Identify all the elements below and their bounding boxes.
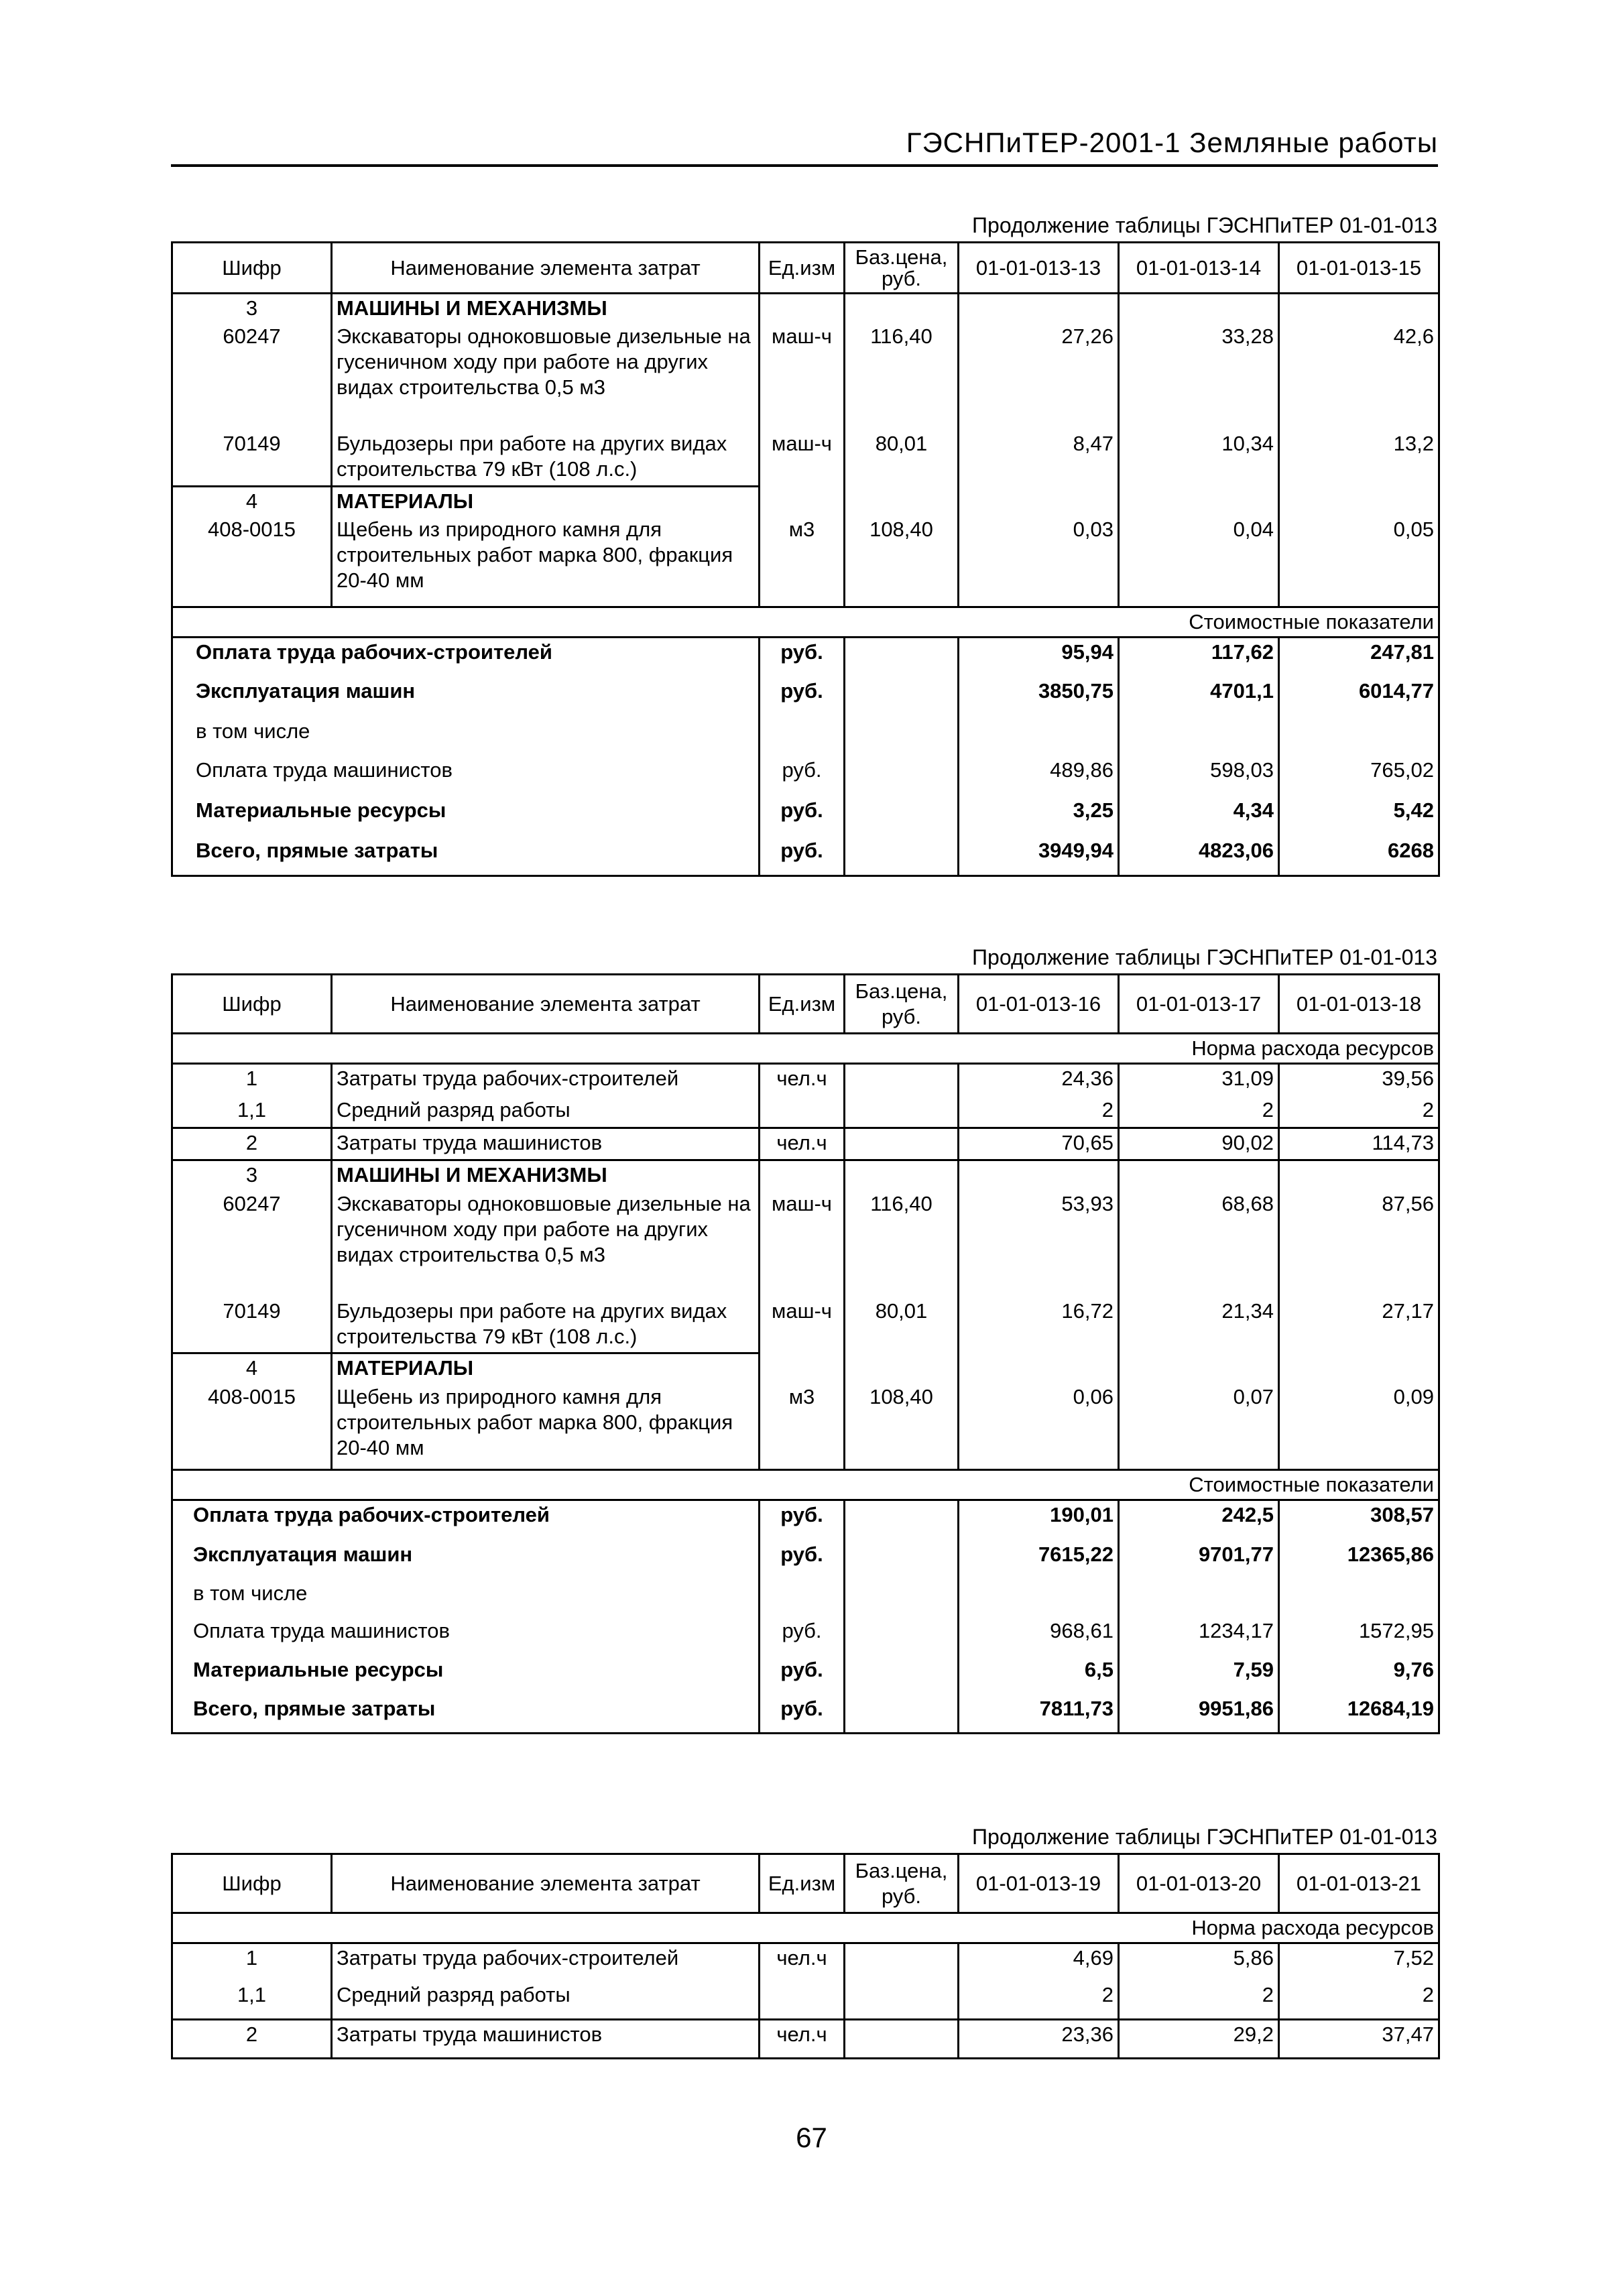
- row-value: 37,47: [1279, 2020, 1439, 2059]
- row-value: 0,07: [1119, 1383, 1279, 1470]
- col-name-header: Наименование элемента затрат: [332, 243, 760, 294]
- cost-value: 4823,06: [1119, 837, 1279, 875]
- table-header-row: [172, 243, 1439, 294]
- cost-unit: руб.: [760, 637, 845, 677]
- norm-section-label: Норма расхода ресурсов: [172, 1034, 1439, 1064]
- cost-price: [845, 1695, 959, 1734]
- table-row: [172, 1297, 1439, 1353]
- row-code: 4: [172, 486, 332, 516]
- cost-name: Материальные ресурсы: [172, 796, 760, 837]
- cost-name: Эксплуатация машин: [172, 677, 760, 717]
- row-unit: [760, 486, 845, 516]
- row-value: 24,36: [959, 1064, 1119, 1096]
- cost-value: 6268: [1279, 837, 1439, 875]
- cost-row: [172, 717, 1439, 756]
- cost-row: [172, 637, 1439, 677]
- row-unit: [760, 1353, 845, 1383]
- cost-value: 1234,17: [1119, 1617, 1279, 1656]
- row-name: МАШИНЫ И МЕХАНИЗМЫ: [332, 1160, 760, 1190]
- cost-unit: руб.: [760, 796, 845, 837]
- row-unit: [760, 1981, 845, 2020]
- cost-value: 765,02: [1279, 756, 1439, 796]
- row-name: Затраты труда машинистов: [332, 2020, 760, 2059]
- cost-price: [845, 637, 959, 677]
- row-value: 2: [959, 1981, 1119, 2020]
- row-value: 27,26: [959, 322, 1119, 430]
- row-value: 5,86: [1119, 1943, 1279, 1981]
- table-row: [172, 1064, 1439, 1096]
- col-norm-code-3: 01-01-013-15: [1279, 243, 1439, 294]
- row-name: Бульдозеры при работе на других видах строительства 79 кВт (108 л.с.): [332, 1297, 760, 1353]
- table-row: [172, 1981, 1439, 2020]
- row-value: [959, 1353, 1119, 1383]
- cost-name: Эксплуатация машин: [172, 1540, 760, 1579]
- col-name-header: Наименование элемента затрат: [332, 1854, 760, 1913]
- row-code: 2: [172, 1128, 332, 1160]
- cost-row: [172, 837, 1439, 875]
- cost-row: [172, 1579, 1439, 1617]
- row-value: 70,65: [959, 1128, 1119, 1160]
- row-code: 70149: [172, 430, 332, 486]
- row-code: 60247: [172, 1190, 332, 1297]
- row-price: [845, 1943, 959, 1981]
- row-name: Затраты труда рабочих-строителей: [332, 1064, 760, 1096]
- col-unit-header: Ед.изм: [760, 243, 845, 294]
- row-value: [1119, 294, 1279, 323]
- norm-section-label-row: [172, 1913, 1439, 1943]
- cost-section-label: Стоимостные показатели: [172, 607, 1439, 637]
- row-value: 29,2: [1119, 2020, 1279, 2059]
- cost-value: 247,81: [1279, 637, 1439, 677]
- table-row: [172, 516, 1439, 607]
- cost-value: 7615,22: [959, 1540, 1119, 1579]
- row-name: Затраты труда рабочих-строителей: [332, 1943, 760, 1981]
- row-unit: [760, 294, 845, 323]
- col-norm-code-1: 01-01-013-16: [959, 975, 1119, 1034]
- continuation-label-1: Продолжение таблицы ГЭСНПиТЕР 01-01-013: [972, 213, 1437, 237]
- row-unit: [760, 1160, 845, 1190]
- cost-name: Оплата труда рабочих-строителей: [172, 1500, 760, 1540]
- cost-value: 3850,75: [959, 677, 1119, 717]
- row-code: 2: [172, 2020, 332, 2059]
- cost-price: [845, 717, 959, 756]
- row-value: [959, 1160, 1119, 1190]
- table-header-row: [172, 975, 1439, 1034]
- row-value: [1279, 486, 1439, 516]
- row-price: 116,40: [845, 1190, 959, 1297]
- cost-unit: руб.: [760, 756, 845, 796]
- row-unit: чел.ч: [760, 1943, 845, 1981]
- row-unit: маш-ч: [760, 430, 845, 486]
- col-norm-code-3: 01-01-013-18: [1279, 975, 1439, 1034]
- page-number: 67: [796, 2122, 827, 2153]
- col-code-header: Шифр: [172, 975, 332, 1034]
- cost-price: [845, 756, 959, 796]
- cost-price: [845, 796, 959, 837]
- cost-value: [959, 717, 1119, 756]
- cost-unit: руб.: [760, 1500, 845, 1540]
- cost-name: Материальные ресурсы: [172, 1656, 760, 1695]
- col-norm-code-2: 01-01-013-14: [1119, 243, 1279, 294]
- row-code: 3: [172, 1160, 332, 1190]
- cost-name: Всего, прямые затраты: [172, 837, 760, 875]
- cost-section-label-row: [172, 1470, 1439, 1500]
- table-row: [172, 430, 1439, 486]
- col-price-header: Баз.цена, руб.: [845, 975, 959, 1034]
- row-price: 80,01: [845, 1297, 959, 1353]
- cost-value: 4701,1: [1119, 677, 1279, 717]
- row-value: 0,03: [959, 516, 1119, 607]
- row-value: 33,28: [1119, 322, 1279, 430]
- cost-price: [845, 1579, 959, 1617]
- cost-value: 598,03: [1119, 756, 1279, 796]
- page-header-title: ГЭСНПиТЕР-2001-1 Земляные работы: [906, 127, 1438, 158]
- cost-value: 5,42: [1279, 796, 1439, 837]
- row-code: 70149: [172, 1297, 332, 1353]
- row-value: 16,72: [959, 1297, 1119, 1353]
- table-row: [172, 486, 1439, 516]
- cost-unit: руб.: [760, 1540, 845, 1579]
- col-price-header: Баз.цена, руб.: [845, 243, 959, 294]
- row-unit: м3: [760, 1383, 845, 1470]
- row-value: 2: [959, 1096, 1119, 1128]
- cost-unit: руб.: [760, 677, 845, 717]
- row-value: 87,56: [1279, 1190, 1439, 1297]
- col-name-header: Наименование элемента затрат: [332, 975, 760, 1034]
- col-code-header: Шифр: [172, 243, 332, 294]
- cost-row: [172, 1695, 1439, 1734]
- cost-value: 95,94: [959, 637, 1119, 677]
- row-unit: чел.ч: [760, 2020, 845, 2059]
- row-name: Средний разряд работы: [332, 1096, 760, 1128]
- table-row: [172, 1190, 1439, 1297]
- row-code: 1,1: [172, 1096, 332, 1128]
- cost-price: [845, 1656, 959, 1695]
- col-norm-code-1: 01-01-013-19: [959, 1854, 1119, 1913]
- row-value: 0,09: [1279, 1383, 1439, 1470]
- cost-name: Оплата труда машинистов: [172, 1617, 760, 1656]
- row-unit: [760, 1096, 845, 1128]
- row-code: 408-0015: [172, 1383, 332, 1470]
- row-name: Экскаваторы одноковшовые дизельные на гусеничном ходу при работе на других видах строительства 0,5 м3: [332, 322, 760, 430]
- cost-value: 1572,95: [1279, 1617, 1439, 1656]
- row-name: МАТЕРИАЛЫ: [332, 1353, 760, 1383]
- resource-table-2: [171, 973, 1440, 1734]
- row-name: Щебень из природного камня для строительных работ марка 800, фракция 20-40 мм: [332, 516, 760, 607]
- row-value: [1279, 1353, 1439, 1383]
- cost-value: 9951,86: [1119, 1695, 1279, 1734]
- row-name: Щебень из природного камня для строительных работ марка 800, фракция 20-40 мм: [332, 1383, 760, 1470]
- row-value: [1279, 1160, 1439, 1190]
- cost-unit: руб.: [760, 837, 845, 875]
- row-price: [845, 1064, 959, 1096]
- cost-value: 12365,86: [1279, 1540, 1439, 1579]
- row-code: 3: [172, 294, 332, 323]
- row-value: 7,52: [1279, 1943, 1439, 1981]
- cost-value: 9,76: [1279, 1656, 1439, 1695]
- row-price: [845, 1981, 959, 2020]
- cost-price: [845, 1500, 959, 1540]
- cost-row: [172, 756, 1439, 796]
- cost-unit: [760, 717, 845, 756]
- table-row: [172, 1128, 1439, 1160]
- cost-unit: руб.: [760, 1656, 845, 1695]
- cost-name: в том числе: [172, 1579, 760, 1617]
- cost-price: [845, 1540, 959, 1579]
- row-unit: маш-ч: [760, 322, 845, 430]
- row-unit: чел.ч: [760, 1128, 845, 1160]
- norm-section-label-row: [172, 1034, 1439, 1064]
- row-value: 8,47: [959, 430, 1119, 486]
- cost-row: [172, 677, 1439, 717]
- cost-row: [172, 1656, 1439, 1695]
- table-row: [172, 294, 1439, 323]
- cost-unit: руб.: [760, 1617, 845, 1656]
- row-value: 53,93: [959, 1190, 1119, 1297]
- cost-value: 6014,77: [1279, 677, 1439, 717]
- row-value: 39,56: [1279, 1064, 1439, 1096]
- row-value: [1119, 1353, 1279, 1383]
- cost-value: [1279, 717, 1439, 756]
- cost-unit: руб.: [760, 1695, 845, 1734]
- col-norm-code-1: 01-01-013-13: [959, 243, 1119, 294]
- row-value: 0,04: [1119, 516, 1279, 607]
- cost-value: [1279, 1579, 1439, 1617]
- table-row: [172, 1383, 1439, 1470]
- cost-price: [845, 1617, 959, 1656]
- cost-value: 3949,94: [959, 837, 1119, 875]
- table-row: [172, 1943, 1439, 1981]
- cost-value: 7811,73: [959, 1695, 1119, 1734]
- cost-name: Оплата труда рабочих-строителей: [172, 637, 760, 677]
- row-value: 42,6: [1279, 322, 1439, 430]
- cost-value: [1119, 717, 1279, 756]
- table-row: [172, 1353, 1439, 1383]
- cost-row: [172, 1617, 1439, 1656]
- row-price: 80,01: [845, 430, 959, 486]
- row-name: Средний разряд работы: [332, 1981, 760, 2020]
- cost-price: [845, 677, 959, 717]
- row-value: 68,68: [1119, 1190, 1279, 1297]
- row-unit: чел.ч: [760, 1064, 845, 1096]
- cost-value: 7,59: [1119, 1656, 1279, 1695]
- row-value: 21,34: [1119, 1297, 1279, 1353]
- cost-price: [845, 837, 959, 875]
- row-value: 2: [1279, 1096, 1439, 1128]
- page-header: [171, 124, 1438, 167]
- cost-value: 117,62: [1119, 637, 1279, 677]
- cost-row: [172, 796, 1439, 837]
- row-unit: м3: [760, 516, 845, 607]
- cost-value: 9701,77: [1119, 1540, 1279, 1579]
- row-unit: маш-ч: [760, 1297, 845, 1353]
- row-price: [845, 1128, 959, 1160]
- norm-section-label: Норма расхода ресурсов: [172, 1913, 1439, 1943]
- row-value: [959, 294, 1119, 323]
- cost-row: [172, 1500, 1439, 1540]
- row-price: [845, 1160, 959, 1190]
- col-code-header: Шифр: [172, 1854, 332, 1913]
- row-name: МАШИНЫ И МЕХАНИЗМЫ: [332, 294, 760, 323]
- row-code: 60247: [172, 322, 332, 430]
- cost-value: [959, 1579, 1119, 1617]
- cost-value: 6,5: [959, 1656, 1119, 1695]
- row-value: [1119, 486, 1279, 516]
- row-price: 116,40: [845, 322, 959, 430]
- cost-value: [1119, 1579, 1279, 1617]
- continuation-label-2: Продолжение таблицы ГЭСНПиТЕР 01-01-013: [972, 945, 1437, 969]
- cost-value: 308,57: [1279, 1500, 1439, 1540]
- row-value: [1119, 1160, 1279, 1190]
- col-price-header: Баз.цена, руб.: [845, 1854, 959, 1913]
- row-value: 2: [1119, 1096, 1279, 1128]
- row-name: Затраты труда машинистов: [332, 1128, 760, 1160]
- row-value: 31,09: [1119, 1064, 1279, 1096]
- row-value: 13,2: [1279, 430, 1439, 486]
- cost-value: 968,61: [959, 1617, 1119, 1656]
- row-name: МАТЕРИАЛЫ: [332, 486, 760, 516]
- cost-unit: [760, 1579, 845, 1617]
- row-price: [845, 294, 959, 323]
- cost-name: Оплата труда машинистов: [172, 756, 760, 796]
- row-price: [845, 2020, 959, 2059]
- row-value: 23,36: [959, 2020, 1119, 2059]
- row-value: 0,06: [959, 1383, 1119, 1470]
- cost-name: в том числе: [172, 717, 760, 756]
- table-row: [172, 1096, 1439, 1128]
- row-code: 1: [172, 1943, 332, 1981]
- row-code: 1: [172, 1064, 332, 1096]
- row-value: 0,05: [1279, 516, 1439, 607]
- row-value: [959, 486, 1119, 516]
- col-norm-code-3: 01-01-013-21: [1279, 1854, 1439, 1913]
- resource-table-3: [171, 1853, 1440, 2059]
- cost-row: [172, 1540, 1439, 1579]
- table-row: [172, 2020, 1439, 2059]
- cost-value: 489,86: [959, 756, 1119, 796]
- table-row: [172, 322, 1439, 430]
- row-price: 108,40: [845, 516, 959, 607]
- row-value: 90,02: [1119, 1128, 1279, 1160]
- cost-value: 242,5: [1119, 1500, 1279, 1540]
- cost-value: 4,34: [1119, 796, 1279, 837]
- table-header-row: [172, 1854, 1439, 1913]
- col-unit-header: Ед.изм: [760, 1854, 845, 1913]
- row-value: 4,69: [959, 1943, 1119, 1981]
- cost-value: 12684,19: [1279, 1695, 1439, 1734]
- col-norm-code-2: 01-01-013-20: [1119, 1854, 1279, 1913]
- cost-section-label-row: [172, 607, 1439, 637]
- row-value: 2: [1279, 1981, 1439, 2020]
- cost-section-label: Стоимостные показатели: [172, 1470, 1439, 1500]
- row-value: 2: [1119, 1981, 1279, 2020]
- continuation-label-3: Продолжение таблицы ГЭСНПиТЕР 01-01-013: [972, 1825, 1437, 1849]
- row-value: 10,34: [1119, 430, 1279, 486]
- row-price: [845, 1353, 959, 1383]
- row-unit: маш-ч: [760, 1190, 845, 1297]
- row-value: 27,17: [1279, 1297, 1439, 1353]
- col-norm-code-2: 01-01-013-17: [1119, 975, 1279, 1034]
- row-price: 108,40: [845, 1383, 959, 1470]
- row-value: [1279, 294, 1439, 323]
- resource-table-1: [171, 241, 1440, 877]
- cost-name: Всего, прямые затраты: [172, 1695, 760, 1734]
- row-price: [845, 1096, 959, 1128]
- cost-value: 190,01: [959, 1500, 1119, 1540]
- row-code: 4: [172, 1353, 332, 1383]
- row-value: 114,73: [1279, 1128, 1439, 1160]
- col-unit-header: Ед.изм: [760, 975, 845, 1034]
- table-row: [172, 1160, 1439, 1190]
- cost-value: 3,25: [959, 796, 1119, 837]
- row-name: Бульдозеры при работе на других видах строительства 79 кВт (108 л.с.): [332, 430, 760, 486]
- row-name: Экскаваторы одноковшовые дизельные на гусеничном ходу при работе на других видах строительства 0,5 м3: [332, 1190, 760, 1297]
- row-code: 1,1: [172, 1981, 332, 2020]
- row-price: [845, 486, 959, 516]
- row-code: 408-0015: [172, 516, 332, 607]
